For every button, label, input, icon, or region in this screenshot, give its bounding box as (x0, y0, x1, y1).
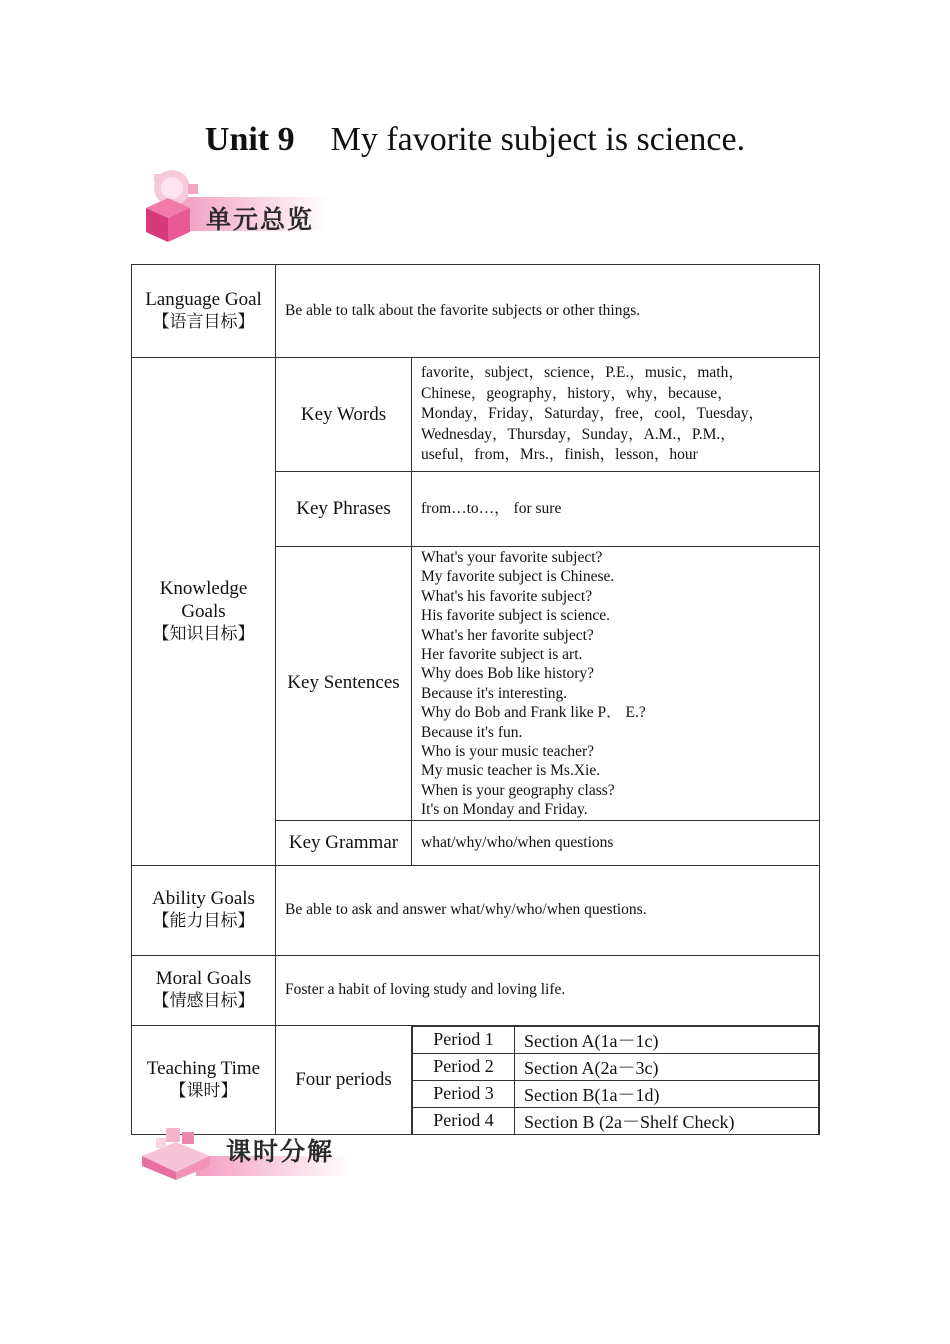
key-words-list: favorite，subject，science，P.E.，music，math， Chinese，geography，history，why，because， Monday，Friday，Saturday，free，cool，Tuesday， Wednesday，Thursday，Sunday，A.M.，P.M.， useful，from，Mrs.，finish，lesson，hour (412, 358, 820, 472)
table-row (413, 1026, 819, 1053)
key-sentences-list: What's your favorite subject? My favorite subject is Chinese. What's his favorite subject? His favorite subject is science. What's her favorite subject? Her favorite subject is art. Why does Bob like history? Because it's interesting. Why do Bob and Frank like P． E.? Because it's fun. Who is your music teacher? My music teacher is Ms.Xie. When is your geography class? It's on Monday and Friday. (412, 547, 820, 821)
key-words-label: Key Words (276, 358, 412, 472)
table-row (413, 1107, 819, 1134)
table-row (413, 1080, 819, 1107)
moral-goals-label: Moral Goals 【情感目标】 (132, 955, 276, 1025)
period-label: Period 3 (413, 1080, 515, 1107)
key-grammar-text: what/why/who/when questions (412, 820, 820, 865)
overview-banner-label: 单元总览 (206, 205, 315, 234)
teaching-time-label: Teaching Time 【课时】 (132, 1025, 276, 1134)
key-phrases-label: Key Phrases (276, 472, 412, 547)
key-grammar-label: Key Grammar (276, 820, 412, 865)
period-label: Period 1 (413, 1026, 515, 1053)
period-label: Period 2 (413, 1053, 515, 1080)
lessons-banner-label: 课时分解 (226, 1137, 335, 1166)
language-goal-text: Be able to talk about the favorite subjects or other things. (276, 265, 820, 358)
unit-title: My favorite subject is science. (330, 121, 746, 158)
period-section: Section B (2a－Shelf Check) (515, 1107, 819, 1134)
unit-overview-table (131, 264, 820, 1135)
moral-goals-text: Foster a habit of loving study and loving life. (276, 955, 820, 1025)
overview-banner (138, 164, 338, 246)
page-title (0, 118, 950, 162)
period-section: Section B(1a－1d) (515, 1080, 819, 1107)
ability-goals-text: Be able to ask and answer what/why/who/when questions. (276, 865, 820, 955)
period-label: Period 4 (413, 1107, 515, 1134)
periods-table (412, 1026, 819, 1134)
period-section: Section A(1a－1c) (515, 1026, 819, 1053)
periods-count: Four periods (276, 1025, 412, 1134)
knowledge-goals-label: Knowledge Goals 【知识目标】 (132, 358, 276, 866)
lessons-banner (136, 1120, 356, 1182)
ability-goals-label: Ability Goals 【能力目标】 (132, 865, 276, 955)
key-phrases-text: from…to…， for sure (412, 472, 820, 547)
key-sentences-label: Key Sentences (276, 547, 412, 821)
language-goal-label: Language Goal 【语言目标】 (132, 265, 276, 358)
period-section: Section A(2a－3c) (515, 1053, 819, 1080)
table-row (413, 1053, 819, 1080)
periods-table-cell (412, 1025, 820, 1134)
unit-number: Unit 9 (204, 121, 295, 158)
